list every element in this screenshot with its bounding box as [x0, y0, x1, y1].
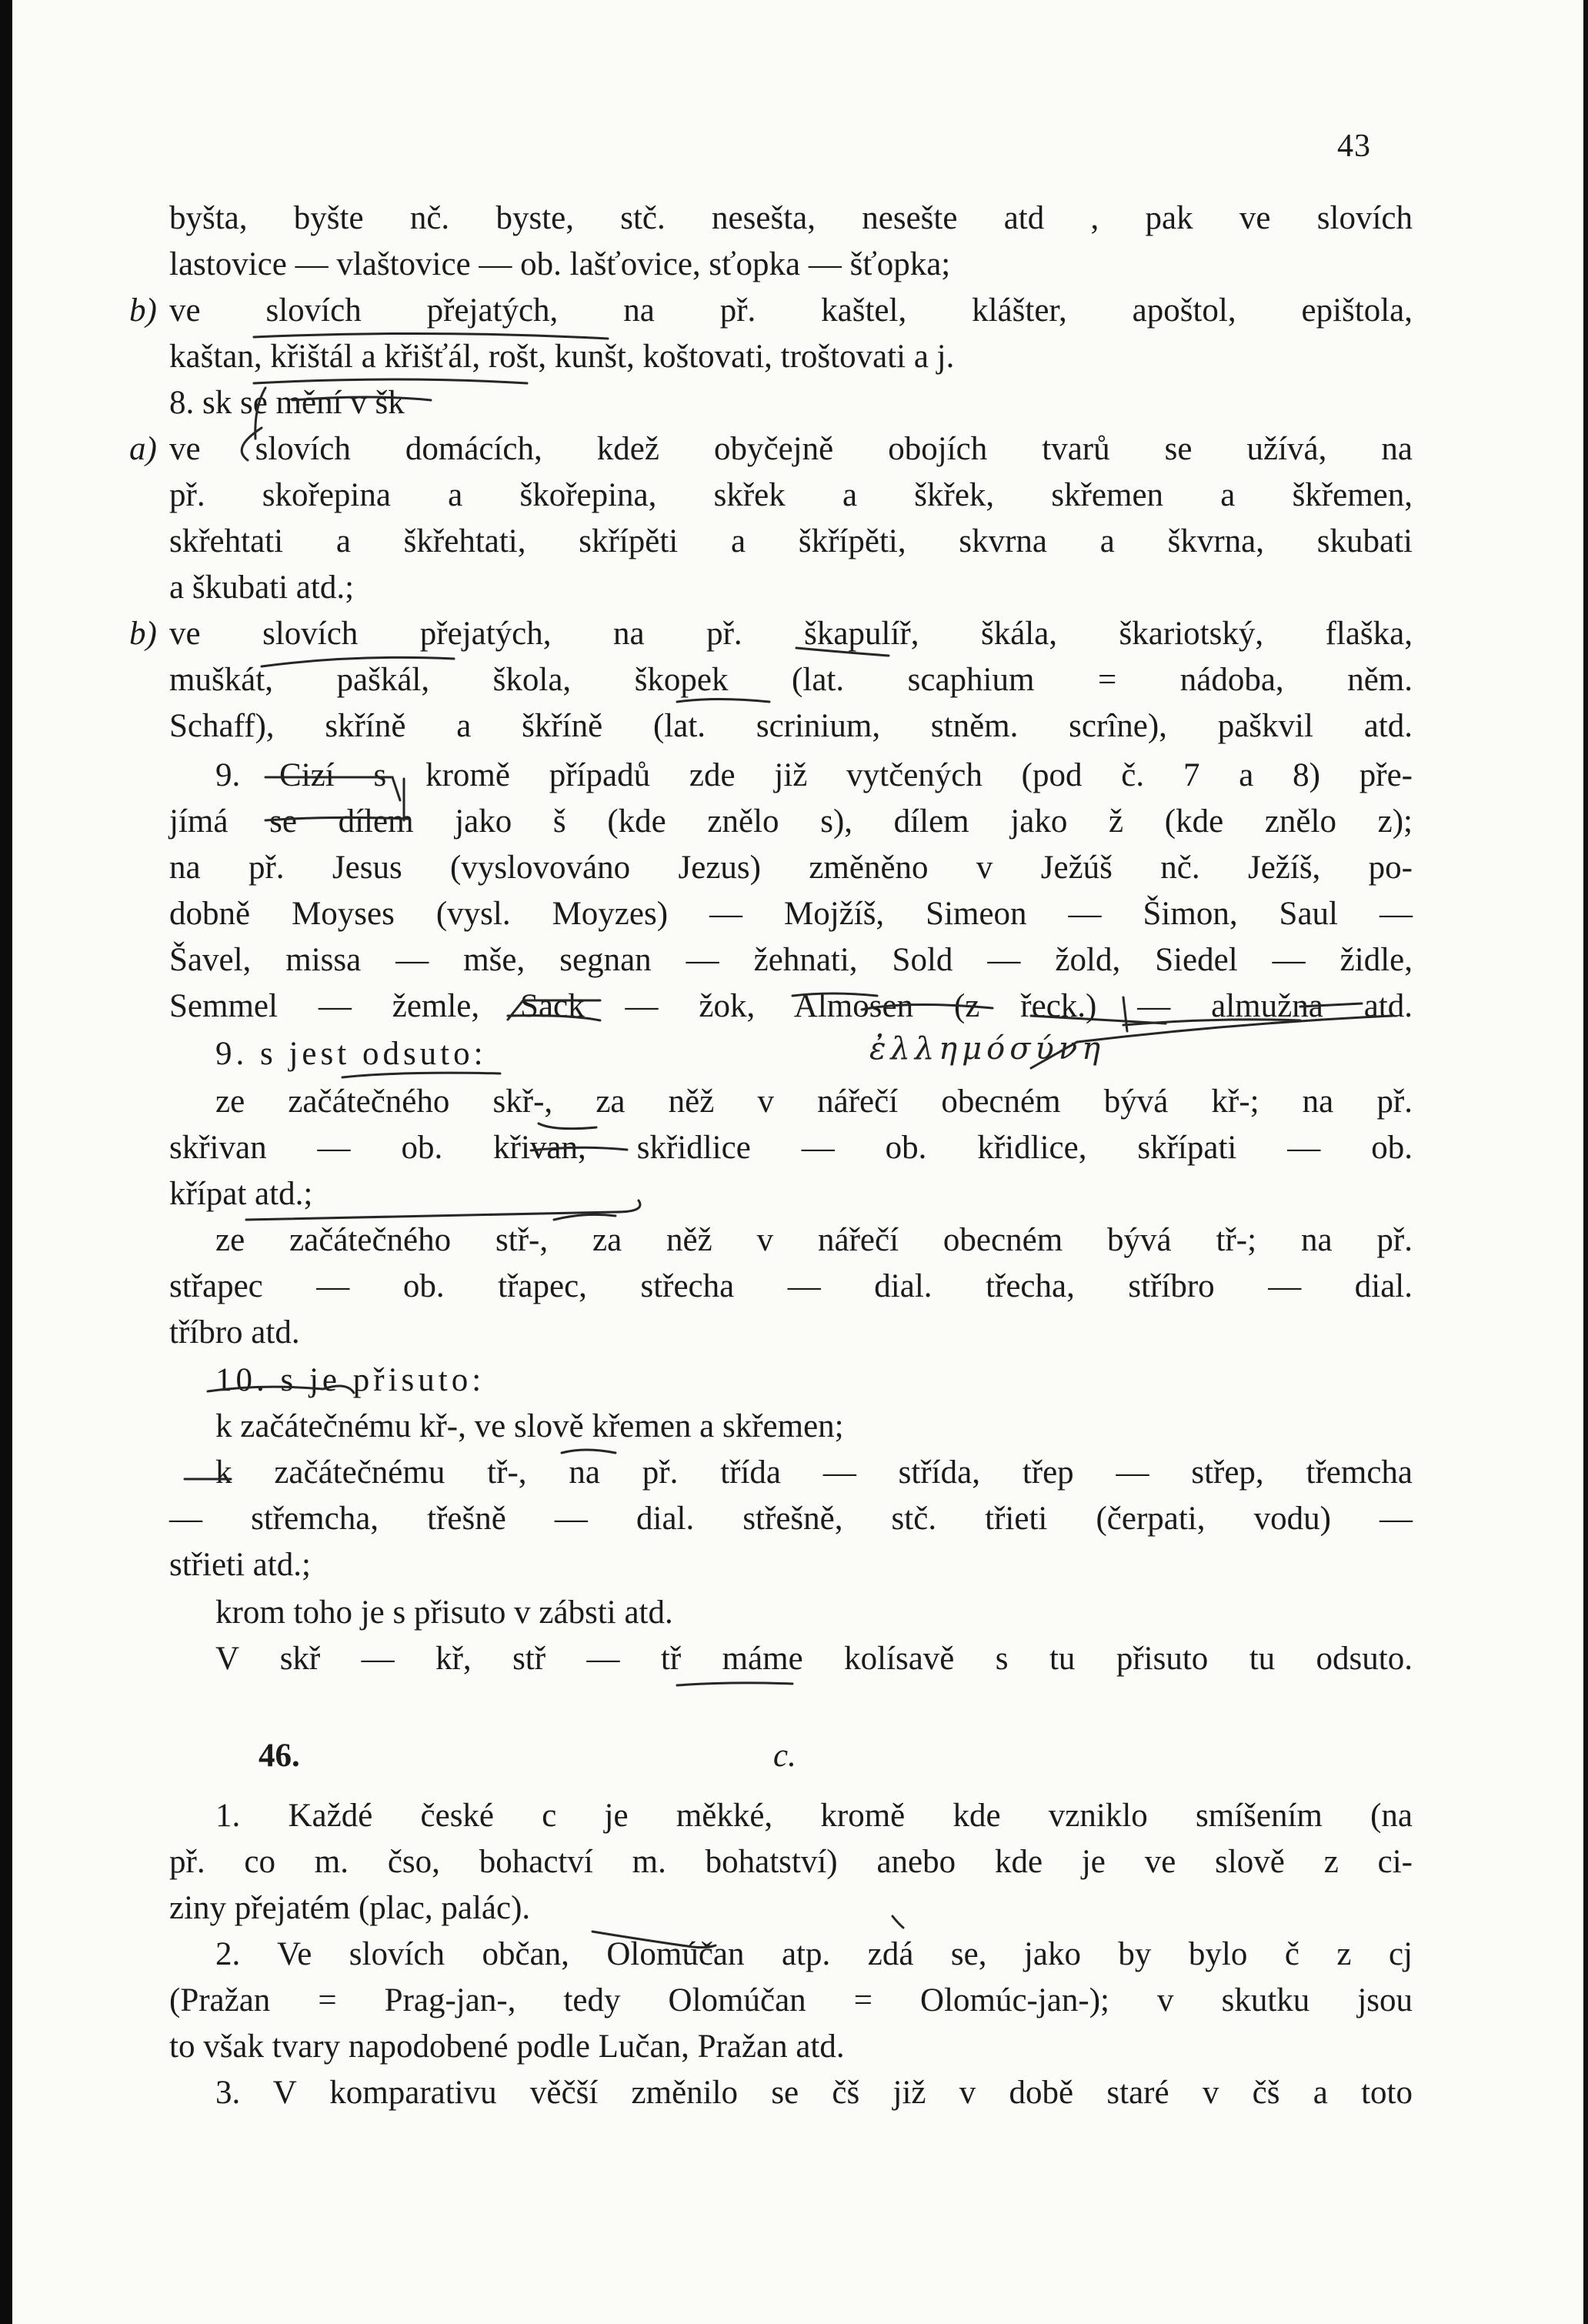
text-line: střapec — ob. třapec, střecha — dial. třecha, stříbro — dial. — [169, 1268, 1413, 1304]
text-line: dobně Moyses (vysl. Moyzes) — Mojžíš, Simeon — Šimon, Saul — — [169, 896, 1413, 932]
text-line: na př. Jesus (vyslovováno Jezus) změněno v Ježúš nč. Ježíš, po- — [169, 850, 1413, 886]
text-line: b) ve slovích přejatých, na př. kaštel, klášter, apoštol, epištola, — [169, 291, 1413, 334]
handwritten-margin-note: ἐλλημόσύνη — [869, 1031, 1106, 1067]
text-line: 9. Cizí s kromě případů zde již vytčených (pod č. 7 a 8) pře- — [215, 757, 1413, 793]
text-line: 1. Každé české c je měkké, kromě kde vzniklo smíšením (na — [215, 1798, 1413, 1834]
text-line: lastovice — vlaštovice — ob. lašťovice, sťopka — šťopka; — [169, 246, 951, 282]
text-line: ze začátečného stř-, za něž v nářečí obecném bývá tř-; na př. — [215, 1222, 1413, 1258]
text-line: skřivan — ob. křivan, skřidlice — ob. křidlice, skřípati — ob. — [169, 1130, 1413, 1166]
text-line: krom toho je s přisuto v zábsti atd. — [215, 1594, 673, 1631]
section-number: 46. — [259, 1738, 300, 1774]
text-line: kaštan, křištál a křišťál, rošt, kunšt, koštovati, troštovati a j. — [169, 339, 955, 375]
text-line: V skř — kř, stř — tř máme kolísavě s tu přisuto tu odsuto. — [215, 1641, 1413, 1677]
text-line: k začátečnému kř-, ve slově křemen a skřemen; — [215, 1408, 844, 1444]
item-label: b) — [129, 292, 157, 329]
text-line: ze začátečného skř-, za něž v nářečí obecném bývá kř-; na př. — [215, 1084, 1413, 1120]
text-line: Schaff), skříně a škříně (lat. scrinium, stněm. scrîne), paškvil atd. — [169, 708, 1413, 744]
text-line: — střemcha, třešně — dial. střešně, stč. třieti (čerpati, vodu) — — [169, 1501, 1413, 1537]
text-line: byšta, byšte nč. byste, stč. nesešta, nesešte atd , pak ve slovích — [169, 200, 1413, 236]
subsection-heading: 9. s jest odsuto: — [215, 1036, 487, 1072]
scan-right-edge — [1583, 0, 1588, 2324]
subsection-heading: 8. sk se mění v šk — [169, 385, 405, 421]
page-number: 43 — [1337, 129, 1371, 164]
text-line: muškát, paškál, škola, škopek (lat. scaphium = nádoba, něm. — [169, 662, 1413, 698]
text-line: a škubati atd.; — [169, 569, 355, 606]
text-line: př. co m. čso, bohactví m. bohatství) anebo kde je ve slově z ci- — [169, 1844, 1413, 1880]
text-line: ziny přejatém (plac, palác). — [169, 1890, 531, 1926]
text-line: tříbro atd. — [169, 1314, 300, 1351]
text-line: k začátečnému tř-, na př. třída — střída, třep — střep, třemcha — [215, 1454, 1413, 1491]
text-line: křípat atd.; — [169, 1176, 313, 1212]
section-title: c. — [773, 1738, 796, 1774]
text-line: Šavel, missa — mše, segnan — žehnati, Sold — žold, Siedel — židle, — [169, 942, 1413, 978]
section-heading — [169, 1736, 1413, 1779]
text-line: Semmel — žemle, Sack — žok, Almosen (z řeck.) — almužna atd. — [169, 988, 1413, 1024]
scan-left-edge — [0, 0, 12, 2324]
item-label: a) — [129, 431, 157, 467]
subsection-heading: 10. s je přisuto: — [215, 1362, 485, 1398]
text-line: to však tvary napodobené podle Lučan, Pražan atd. — [169, 2028, 845, 2065]
item-label: b) — [129, 616, 157, 652]
text-line: (Pražan = Prag-jan-, tedy Olomúčan = Olomúc-jan-); v skutku jsou — [169, 1982, 1413, 2018]
text-line: 3. V komparativu věčší změnilo se čš již v době staré v čš a toto — [215, 2075, 1413, 2111]
text-line: střieti atd.; — [169, 1547, 311, 1583]
text-line: 2. Ve slovích občan, Olomúčan atp. zdá se, jako by bylo č z cj — [215, 1936, 1413, 1972]
text-line: jímá se dílem jako š (kde znělo s), dílem jako ž (kde znělo z); — [169, 803, 1413, 840]
text-line: skřehtati a škřehtati, skřípěti a škřípěti, skvrna a škvrna, skubati — [169, 523, 1413, 559]
text-line: b) ve slovích přejatých, na př. škapulíř, škála, škariotský, flaška, — [169, 614, 1413, 657]
text-line: př. skořepina a škořepina, skřek a škřek, skřemen a škřemen, — [169, 477, 1413, 513]
text-line: a) ve slovích domácích, kdež obyčejně obojích tvarů se užívá, na — [169, 429, 1413, 472]
